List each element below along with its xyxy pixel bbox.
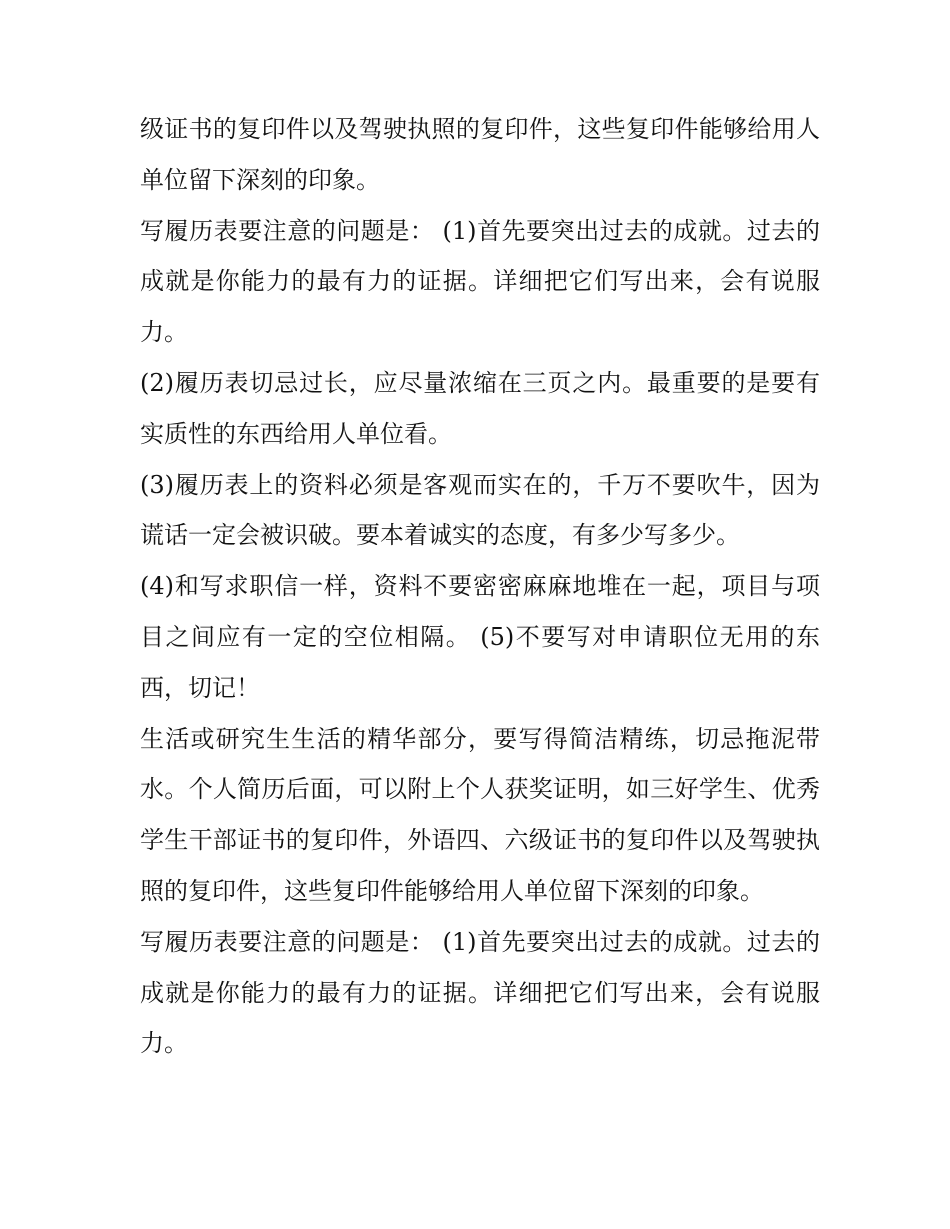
paragraph: (2)履历表切忌过长，应尽量浓缩在三页之内。最重要的是要有实质性的东西给用人单位看。 — [140, 368, 820, 448]
paragraph: (3)履历表上的资料必须是客观而实在的，千万不要吹牛，因为谎话一定会被识破。要本着诚实的态度，有多少写多少。 — [140, 470, 820, 550]
paragraph: (4)和写求职信一样，资料不要密密麻麻地堆在一起，项目与项目之间应有一定的空位相隔。 (5)不要写对申请职位无用的东西，切记！ — [140, 572, 820, 702]
paragraph: 写履历表要注意的问题是： (1)首先要突出过去的成就。过去的成就是你能力的最有力的证据。详细把它们写出来，会有说服力。 — [140, 216, 820, 347]
document-body — [140, 104, 820, 1069]
paragraph: 生活或研究生生活的精华部分，要写得简洁精练，切忌拖泥带水。个人简历后面，可以附上个人获奖证明，如三好学生、优秀学生干部证书的复印件，外语四、六级证书的复印件以及驾驶执照的复印件，这些复印件能够给用人单位留下深刻的印象。 — [140, 724, 820, 905]
paragraph: 级证书的复印件以及驾驶执照的复印件，这些复印件能够给用人单位留下深刻的印象。 — [140, 115, 820, 194]
paragraph: 写履历表要注意的问题是： (1)首先要突出过去的成就。过去的成就是你能力的最有力的证据。详细把它们写出来，会有说服力。 — [140, 927, 820, 1058]
